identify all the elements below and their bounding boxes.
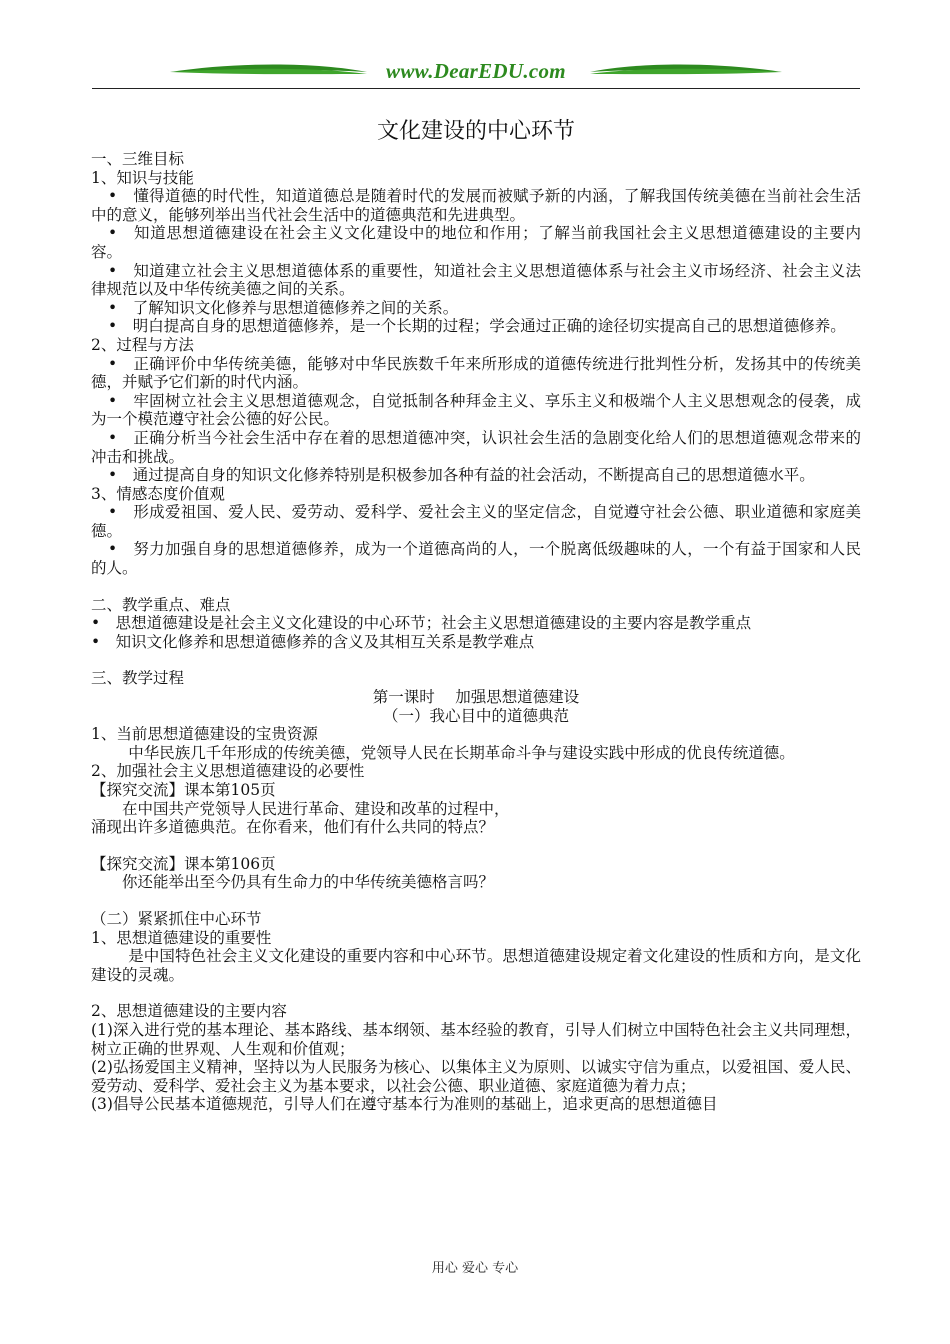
text-paragraph: • 通过提高自身的知识文化修养特别是积极参加各种有益的社会活动，不断提高自己的思想道德水平。 [108,466,815,485]
blank-line [91,837,861,855]
blank-line [91,984,861,1002]
text-paragraph: 【探究交流】课本第106页 [91,854,276,873]
document-body [91,118,861,1114]
text-paragraph: • 思想道德建设是社会主义文化建设的中心环节；社会主义思想道德建设的主要内容是教学重点 [91,614,752,633]
text-paragraph: 2、过程与方法 [91,335,194,354]
text-paragraph: (3)倡导公民基本道德规范，引导人们在遵守基本行为准则的基础上，追求更高的思想道德目 [91,1095,718,1114]
text-paragraph: • 知道建立社会主义思想道德体系的重要性，知道社会主义思想道德体系与社会主义市场经济、社会主义法律规范以及中华传统美德之间的关系。 [91,261,861,299]
text-paragraph: • 形成爱祖国、爱人民、爱劳动、爱科学、爱社会主义的坚定信念，自觉遵守社会公德、职业道德和家庭美德。 [91,503,861,540]
document-title: 文化建设的中心环节 [376,119,575,144]
text-paragraph: • 努力加强自身的思想道德修养，成为一个道德高尚的人，一个脱离低级趣味的人，一个有益于国家和人民的人。 [91,540,861,578]
text-paragraph: • 了解知识文化修养与思想道德修养之间的关系。 [108,298,459,317]
text-paragraph: 3、情感态度价值观 [91,484,225,503]
text-paragraph: 2、思想道德建设的主要内容 [91,1002,287,1021]
text-paragraph: • 懂得道德的时代性，知道道德总是随着时代的发展而被赋予新的内涵，了解我国传统美德在当前社会生活中的意义，能够列举出当代社会生活中的道德典范和先进典型。 [91,187,861,224]
text-paragraph: 在中国共产党领导人民进行革命、建设和改革的过程中， [122,799,510,818]
text-paragraph: • 正确分析当今社会生活中存在着的思想道德冲突，认识社会生活的急剧变化给人们的思想道德观念带来的冲击和挑战。 [91,428,861,466]
page-footer: 用心 爱心 专心 [431,1261,519,1276]
text-paragraph: 1、当前思想道德建设的宝贵资源 [91,725,318,744]
site-logo-text: www.DearEDU.com [386,59,566,83]
blank-line [91,651,861,669]
blank-line [91,578,861,596]
text-paragraph: (1)深入进行党的基本理论、基本路线、基本纲领、基本经验的教育，引导人们树立中国特色社会主义共同理想，树立正确的世界观、人生观和价值观； [91,1020,861,1058]
text-paragraph: • 知识文化修养和思想道德修养的含义及其相互关系是教学难点 [91,632,535,651]
text-paragraph: 2、加强社会主义思想道德建设的必要性 [91,762,365,781]
text-paragraph: • 牢固树立社会主义思想道德观念，自觉抵制各种拜金主义、享乐主义和极端个人主义思想观念的侵袭，成为一个模范遵守社会公德的好公民。 [91,391,861,429]
text-paragraph: 你还能举出至今仍具有生命力的中华传统美德格言吗？ [122,873,495,892]
document-lines [91,150,861,1114]
text-paragraph: 1、知识与技能 [91,168,194,187]
text-paragraph: 三、教学过程 [91,669,185,688]
text-paragraph: 中华民族几千年形成的传统美德，党领导人民在长期革命斗争与建设实践中形成的优良传统道德。 [128,743,795,762]
text-paragraph: • 正确评价中华传统美德，能够对中华民族数千年来所形成的道德传统进行批判性分析，发扬其中的传统美德，并赋予它们新的时代内涵。 [91,354,861,392]
text-paragraph: 涌现出许多道德典范。在你看来，他们有什么共同的特点？ [91,818,495,837]
text-paragraph: 【探究交流】课本第105页 [91,781,276,799]
text-paragraph: 第一课时 加强思想道德建设 [372,688,580,707]
text-paragraph: （一）我心目中的道德典范 [382,706,569,725]
text-paragraph: 一、三维目标 [91,150,185,168]
text-paragraph: • 明白提高自身的思想道德修养，是一个长期的过程；学会通过正确的途径切实提高自己的思想道德修养。 [108,317,846,336]
site-header-banner [92,58,860,90]
blank-line [91,892,861,910]
header-divider [92,88,860,89]
text-paragraph: 是中国特色社会主义文化建设的重要内容和中心环节。思想道德建设规定着文化建设的性质和方向，是文化建设的灵魂。 [91,947,861,984]
text-paragraph: 1、思想道德建设的重要性 [91,928,272,947]
text-paragraph: 二、教学重点、难点 [91,595,231,614]
text-paragraph: （二）紧紧抓住中心环节 [91,909,262,928]
text-paragraph: • 知道思想道德建设在社会主义文化建设中的地位和作用；了解当前我国社会主义思想道德建设的主要内容。 [91,224,861,261]
text-paragraph: (2)弘扬爱国主义精神，坚持以为人民服务为核心、以集体主义为原则、以诚实守信为重点，以爱祖国、爱人民、爱劳动、爱科学、爱社会主义为基本要求，以社会公德、职业道德、家庭道德为着力点； [91,1058,861,1095]
